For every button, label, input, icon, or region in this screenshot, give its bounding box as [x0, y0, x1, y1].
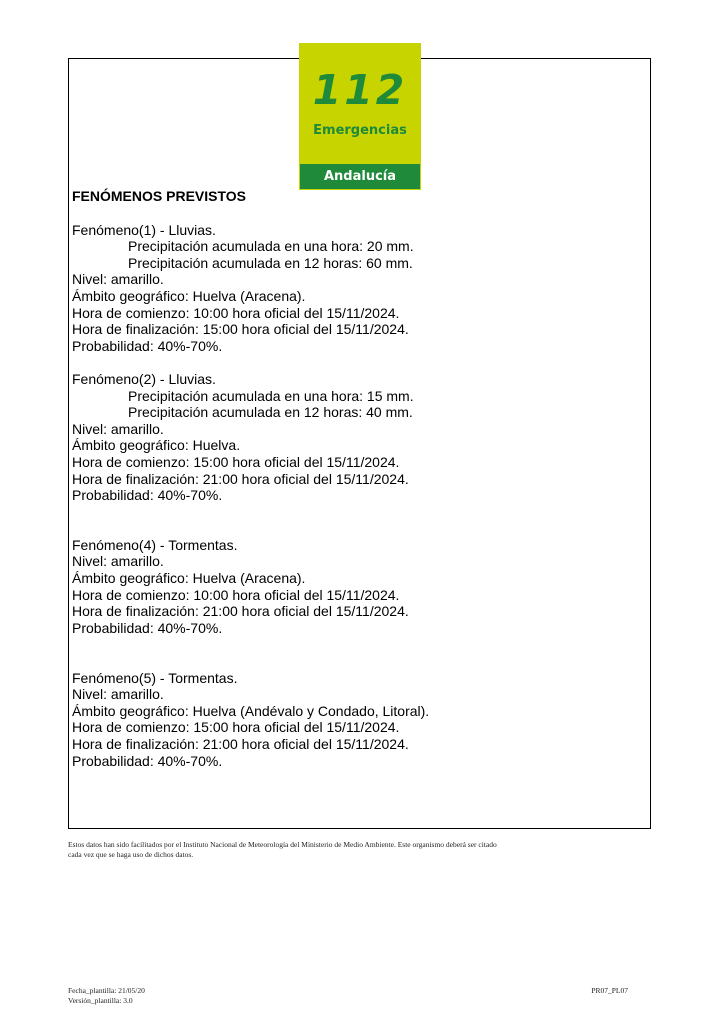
footnote-line: cada vez que se haga uso de dichos datos.: [68, 850, 194, 859]
phenomenon-title: Fenómeno(1) - Lluvias.: [72, 221, 216, 238]
section-heading: FENÓMENOS PREVISTOS: [72, 188, 246, 204]
phenomenon-detail: Precipitación acumulada en 12 horas: 60 mm.: [128, 254, 413, 271]
phenomenon-probability: Probabilidad: 40%-70%.: [72, 337, 223, 354]
phenomenon-start: Hora de comienzo: 15:00 hora oficial del 15/11/2024.: [72, 719, 400, 736]
phenomenon-end: Hora de finalización: 21:00 hora oficial del 15/11/2024.: [72, 736, 409, 752]
phenomenon-area: Ámbito geográfico: Huelva.: [72, 437, 241, 454]
phenomenon-end: Hora de finalización: 21:00 hora oficial del 15/11/2024.: [72, 603, 409, 620]
phenomenon-area: Ámbito geográfico: Huelva (Andévalo y Condado, Litoral).: [72, 702, 430, 719]
phenomenon-1: [72, 222, 642, 355]
phenomenon-4: [72, 537, 642, 637]
phenomenon-5: [72, 670, 642, 770]
footnote-line: Estos datos han sido facilitados por el Instituto Nacional de Meteorología del Ministerio de Medio Ambiente. Este organismo deberá ser citado: [68, 840, 497, 849]
template-date: Fecha_plantilla: 21/05/20: [68, 986, 145, 995]
phenomenon-level: Nivel: amarillo.: [72, 553, 164, 570]
logo-number: 112: [312, 66, 408, 114]
forecast-content: [72, 188, 642, 786]
data-source-footnote: [68, 840, 628, 860]
phenomenon-start: Hora de comienzo: 10:00 hora oficial del 15/11/2024.: [72, 586, 400, 603]
phenomenon-probability: Probabilidad: 40%-70%.: [72, 752, 223, 769]
phenomenon-title: Fenómeno(2) - Lluvias.: [72, 370, 216, 387]
phenomenon-detail: Precipitación acumulada en una hora: 15 mm.: [128, 387, 414, 404]
phenomenon-level: Nivel: amarillo.: [72, 686, 164, 703]
template-info: [68, 986, 145, 1005]
phenomenon-area: Ámbito geográfico: Huelva (Aracena).: [72, 287, 306, 304]
phenomenon-start: Hora de comienzo: 15:00 hora oficial del 15/11/2024.: [72, 453, 400, 470]
phenomenon-level: Nivel: amarillo.: [72, 420, 164, 437]
phenomenon-title: Fenómeno(5) - Tormentas.: [72, 669, 238, 686]
phenomenon-title: Fenómeno(4) - Tormentas.: [72, 536, 238, 553]
phenomenon-start: Hora de comienzo: 10:00 hora oficial del 15/11/2024.: [72, 304, 400, 321]
phenomenon-end: Hora de finalización: 15:00 hora oficial del 15/11/2024.: [72, 321, 409, 338]
phenomenon-2: [72, 371, 642, 504]
document-code: PR07_PL07: [591, 986, 628, 995]
emergencias-112-logo: [299, 43, 421, 190]
phenomenon-detail: Precipitación acumulada en una hora: 20 mm.: [128, 238, 414, 255]
phenomenon-area: Ámbito geográfico: Huelva (Aracena).: [72, 570, 306, 587]
phenomenon-detail: Precipitación acumulada en 12 horas: 40 mm.: [128, 404, 413, 421]
template-version: Versión_plantilla: 3.0: [68, 995, 133, 1005]
phenomenon-level: Nivel: amarillo.: [72, 271, 164, 288]
logo-subtitle: Emergencias: [313, 123, 407, 138]
phenomenon-probability: Probabilidad: 40%-70%.: [72, 619, 223, 636]
phenomenon-end: Hora de finalización: 21:00 hora oficial del 15/11/2024.: [72, 470, 409, 487]
phenomenon-probability: Probabilidad: 40%-70%.: [72, 487, 223, 504]
logo-region-band: Andalucía: [300, 164, 420, 189]
